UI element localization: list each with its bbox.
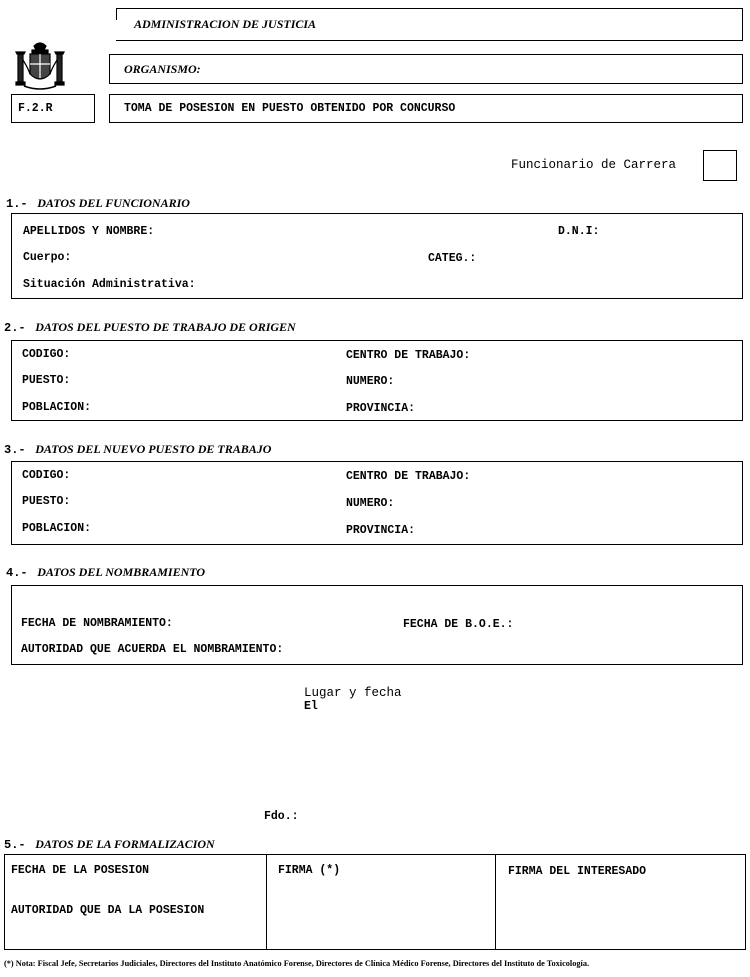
administracion-left-dash [116, 8, 117, 20]
section2-box [11, 340, 743, 421]
nuevo-codigo-label: CODIGO: [22, 469, 71, 482]
autoridad-nombramiento-label: AUTORIDAD QUE ACUERDA EL NOMBRAMIENTO: [21, 643, 284, 656]
section5-title: DATOS DE LA FORMALIZACION [35, 837, 215, 851]
section4-number: 4.- [6, 566, 28, 580]
situacion-label: Situación Administrativa: [23, 278, 196, 291]
administracion-label: ADMINISTRACION DE JUSTICIA [134, 17, 317, 31]
section3-heading [4, 440, 271, 458]
apellidos-label: APELLIDOS Y NOMBRE: [23, 225, 155, 238]
el-label: El [304, 700, 318, 713]
section3-number: 3.- [4, 443, 26, 457]
section5-heading [4, 835, 215, 853]
form-title: TOMA DE POSESION EN PUESTO OBTENIDO POR CONCURSO [124, 102, 456, 115]
section5-number: 5.- [4, 838, 26, 852]
section1-number: 1.- [6, 197, 28, 211]
organismo-label: ORGANISMO: [124, 62, 201, 76]
origen-centro-label: CENTRO DE TRABAJO: [346, 349, 471, 362]
section2-heading [4, 318, 296, 336]
section1-heading [6, 194, 190, 212]
section4-heading [6, 563, 205, 581]
form-code-box [11, 94, 95, 123]
form-title-box [109, 94, 743, 123]
funcionario-carrera-checkbox[interactable] [703, 150, 737, 181]
section3-box [11, 461, 743, 545]
origen-codigo-label: CODIGO: [22, 348, 71, 361]
form-code: F.2.R [18, 102, 53, 115]
origen-provincia-label: PROVINCIA: [346, 402, 416, 415]
origen-puesto-label: PUESTO: [22, 374, 71, 387]
firma-label: FIRMA (*) [278, 864, 341, 877]
lugar-fecha-label: Lugar y fecha [304, 686, 402, 700]
fecha-posesion-label: FECHA DE LA POSESION [11, 864, 150, 877]
categ-label: CATEG.: [428, 252, 477, 265]
nuevo-centro-label: CENTRO DE TRABAJO: [346, 470, 471, 483]
firma-interesado-label: FIRMA DEL INTERESADO [508, 865, 647, 878]
fdo-label: Fdo.: [264, 810, 299, 823]
nuevo-poblacion-label: POBLACION: [22, 522, 92, 535]
section1-box [11, 213, 743, 299]
section5-box [4, 854, 746, 950]
section1-title: DATOS DEL FUNCIONARIO [37, 196, 190, 210]
fecha-nombramiento-label: FECHA DE NOMBRAMIENTO: [21, 617, 173, 630]
coat-of-arms-icon [10, 38, 70, 94]
dni-label: D.N.I: [558, 225, 600, 238]
section5-divider-2 [495, 855, 496, 949]
fecha-boe-label: FECHA DE B.O.E.: [403, 618, 514, 631]
origen-poblacion-label: POBLACION: [22, 401, 92, 414]
cuerpo-label: Cuerpo: [23, 251, 72, 264]
section2-title: DATOS DEL PUESTO DE TRABAJO DE ORIGEN [35, 320, 296, 334]
autoridad-posesion-label: AUTORIDAD QUE DA LA POSESION [11, 904, 205, 917]
section3-title: DATOS DEL NUEVO PUESTO DE TRABAJO [35, 442, 272, 456]
nuevo-numero-label: NUMERO: [346, 497, 395, 510]
section4-title: DATOS DEL NOMBRAMIENTO [37, 565, 206, 579]
nuevo-puesto-label: PUESTO: [22, 495, 71, 508]
nuevo-provincia-label: PROVINCIA: [346, 524, 416, 537]
section2-number: 2.- [4, 321, 26, 335]
funcionario-carrera-label: Funcionario de Carrera [511, 158, 677, 172]
organismo-box [109, 54, 743, 84]
administracion-box [116, 8, 743, 41]
footnote: (*) Nota: Fiscal Jefe, Secretarios Judiciales, Directores del Instituto Anatómico Forense, Directores de Clínica Médico Forense, Directores del Instituto de Toxicología. [4, 959, 590, 968]
section5-divider-1 [266, 855, 267, 949]
origen-numero-label: NUMERO: [346, 375, 395, 388]
section4-box [11, 585, 743, 665]
